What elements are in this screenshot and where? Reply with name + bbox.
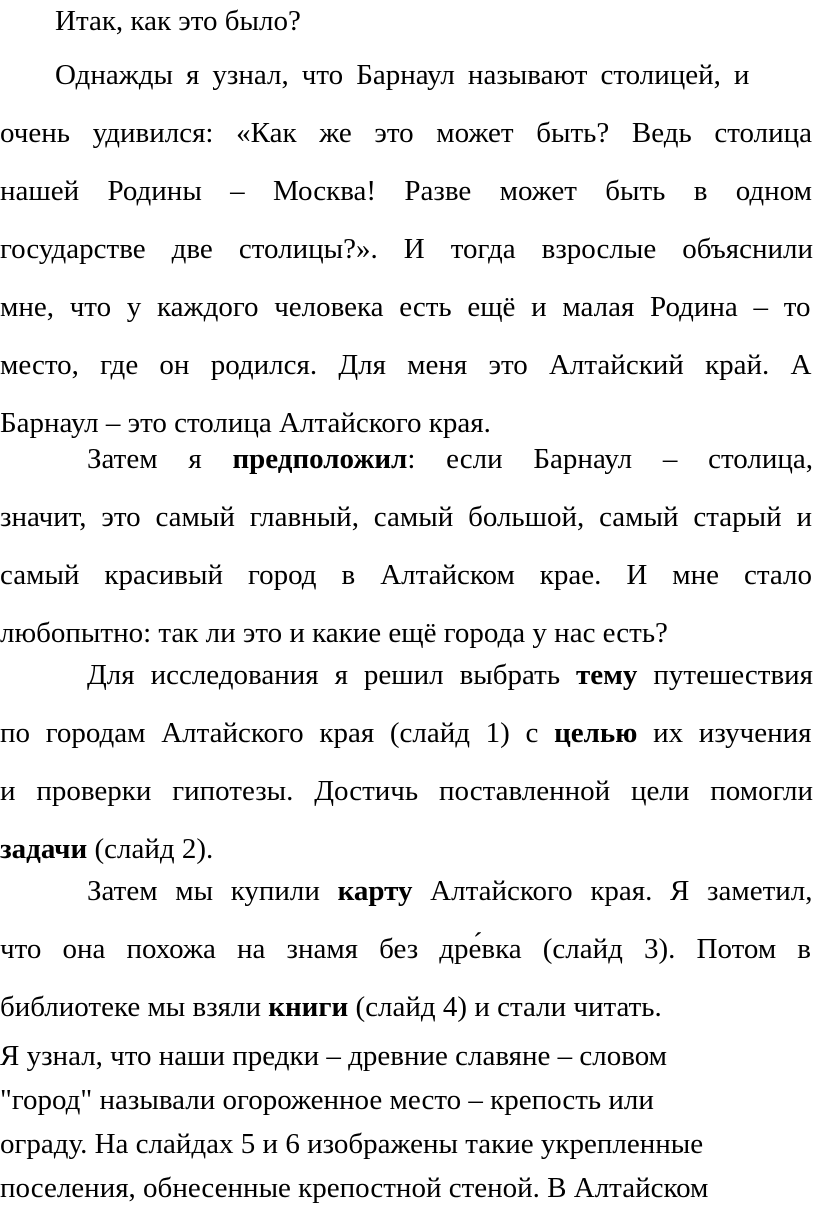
text-line: [0, 704, 816, 762]
text-line: "город" называли огороженное место – крепость или: [0, 1084, 654, 1116]
bold-term: карту: [337, 875, 413, 907]
bold-term: тему: [576, 659, 638, 691]
bold-term: книги: [268, 991, 349, 1023]
text-segment: : если Барнаул – столица,: [407, 443, 814, 475]
text-line: и проверки гипотезы. Достичь поставленной цели помогли: [0, 775, 813, 807]
bold-term: целью: [554, 717, 638, 749]
text-segment: (слайд 2).: [94, 833, 214, 865]
paragraph-barnaul-capital: [0, 46, 816, 452]
text-line: Итак, как это было?: [55, 5, 301, 37]
text-segment: библиотеке мы взяли: [0, 991, 262, 1023]
paragraph-intro: [0, 0, 816, 50]
text-segment: Затем я: [87, 443, 202, 475]
text-segment: по городам Алтайского края (слайд 1) с: [0, 717, 539, 749]
text-segment: Алтайского края. Я заметил,: [430, 875, 813, 907]
paragraph-hypothesis: [0, 430, 816, 662]
paragraph-map-books: [0, 862, 816, 1036]
text-line: нашей Родины – Москва! Разве может быть в одном: [0, 175, 812, 207]
text-line: государстве две столицы?». И тогда взрослые объяснили: [0, 233, 813, 265]
text-line: [0, 978, 816, 1036]
paragraph-ancestors: [0, 1034, 816, 1210]
text-line: ограду. На слайдах 5 и 6 изображены такие укрепленные: [0, 1128, 704, 1160]
text-segment: Затем мы купили: [87, 875, 320, 907]
text-line: любопытно: так ли это и какие ещё города у нас есть?: [0, 617, 668, 649]
text-line: [0, 862, 816, 920]
bold-term: задачи: [0, 833, 88, 865]
bold-term: предположил: [232, 443, 408, 475]
text-segment: Для исследования я решил выбрать: [87, 659, 561, 691]
text-line: поселения, обнесенные крепостной стеной. В Алтайском: [0, 1172, 709, 1204]
text-line: что она похожа на знамя без дре́вка (слайд 3). Потом в: [0, 933, 811, 965]
text-line: самый красивый город в Алтайском крае. И мне стало: [0, 559, 812, 591]
text-line: [0, 430, 816, 488]
text-line: Я узнал, что наши предки – древние славяне – словом: [0, 1040, 668, 1072]
text-line-content: Однажды я узнал, что Барнаул называют столицей, и: [55, 59, 750, 91]
text-line: [0, 46, 816, 104]
text-line: [0, 646, 816, 704]
text-line: Барнаул – это столица Алтайского края.: [0, 407, 491, 439]
text-line: значит, это самый главный, самый большой, самый старый и: [0, 501, 812, 533]
text-segment: (слайд 4) и стали читать.: [355, 991, 662, 1023]
text-line: место, где он родился. Для меня это Алтайский край. А: [0, 349, 812, 381]
text-segment: путешествия: [653, 659, 813, 691]
text-line: очень удивился: «Как же это может быть? Ведь столица: [0, 117, 812, 149]
text-line: мне, что у каждого человека есть ещё и малая Родина – то: [0, 291, 811, 323]
text-segment: их изучения: [653, 717, 812, 749]
paragraph-research-topic: [0, 646, 816, 878]
